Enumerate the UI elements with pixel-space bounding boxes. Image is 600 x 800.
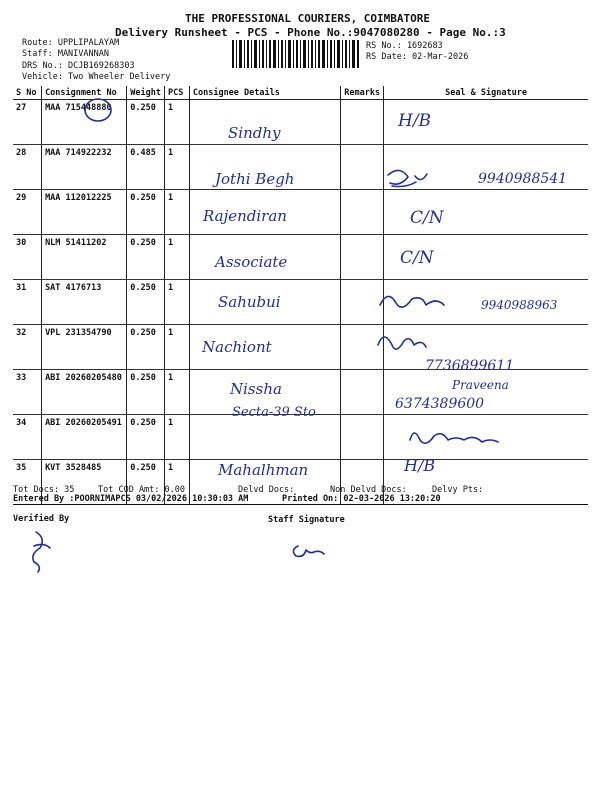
col-header-sno: S No [13,86,42,100]
cell-sno: 35 [13,460,42,505]
cell-pcs: 1 [164,415,189,460]
cell-consignment: MAA 714922232 [42,145,127,190]
signature-scribble [378,337,426,349]
handwritten-seal: 9940988541 [478,171,568,187]
cell-sno: 34 [13,415,42,460]
drs-number: DRS No.: DCJB169268303 [22,61,135,71]
cell-consignment: KVT 3528485 [42,460,127,505]
handwritten-consignee: Sahubui [218,293,281,311]
rs-number: RS No.: 1692683 [366,41,443,51]
col-header-remarks: Remarks [341,86,384,100]
handwritten-seal: H/B [398,111,432,131]
cell-consignment: MAA 112012225 [42,190,127,235]
cell-pcs: 1 [164,325,189,370]
cell-pcs: 1 [164,190,189,235]
cell-consignment: ABI 20260205491 [42,415,127,460]
cell-sno: 33 [13,370,42,415]
entered-by: Entered By :POORNIMAPCS 03/02/2026 10:30:03 AM [13,494,249,504]
handwritten-seal: 7736899611 [425,358,515,374]
cell-pcs: 1 [164,370,189,415]
col-header-consignee: Consignee Details [189,86,340,100]
handwritten-seal: C/N [410,208,444,228]
circle-mark [85,99,111,121]
col-header-consignment: Consignment No [42,86,127,100]
verified-by-label: Verified By [13,514,70,524]
handwritten-consignee: Nachiont [202,338,272,356]
handwritten-seal: 6374389600 [395,396,485,412]
col-header-pcs: PCS [164,86,189,100]
runsheet-subtitle: Delivery Runsheet - PCS - Phone No.:9047080280 - Page No.:3 [115,26,506,39]
cell-sno: 27 [13,100,42,145]
cell-sno: 30 [13,235,42,280]
cell-weight: 0.250 [127,235,165,280]
cell-weight: 0.250 [127,190,165,235]
handwritten-seal: H/B [404,456,436,475]
handwritten-consignee: Jothi Begh [215,170,295,188]
cell-weight: 0.250 [127,460,165,505]
delivered-docs: Delvd Docs: [238,485,295,495]
handwritten-consignee: Sindhy [228,124,281,142]
handwritten-consignee: Mahalhman [218,461,309,479]
handwritten-consignee: Associate [215,253,288,271]
cell-consignment: MAA 715448880 [42,100,127,145]
cell-pcs: 1 [164,280,189,325]
col-header-weight: Weight [127,86,165,100]
staff-label: Staff: MANIVANNAN [22,49,109,59]
cell-sno: 29 [13,190,42,235]
cell-consignment: NLM 51411202 [42,235,127,280]
printed-on: Printed On: 02-03-2026 13:20:20 [282,494,441,504]
cell-consignment: SAT 4176713 [42,280,127,325]
cell-weight: 0.250 [127,100,165,145]
total-cod: Tot COD Amt: 0.00 [98,485,185,495]
cell-consignment: VPL 231354790 [42,325,127,370]
cell-pcs: 1 [164,145,189,190]
cell-consignment: ABI 20260205480 [42,370,127,415]
cell-weight: 0.250 [127,415,165,460]
handwritten-seal: 9940988963 [481,298,558,312]
delivery-points: Delvy Pts: [432,485,484,495]
staff-signature-label: Staff Signature [268,515,345,525]
cell-weight: 0.250 [127,370,165,415]
non-delivered-docs: Non Delvd Docs: [330,485,407,495]
signature-scribble [380,296,444,307]
verified-signature [33,532,50,572]
handwritten-consignee: Secta-39 Sto [232,405,316,420]
col-header-seal: Seal & Signature [384,86,588,100]
cell-sno: 31 [13,280,42,325]
cell-sno: 32 [13,325,42,370]
cell-sno: 28 [13,145,42,190]
staff-signature [293,546,324,556]
cell-pcs: 1 [164,235,189,280]
cell-weight: 0.250 [127,280,165,325]
rs-date: RS Date: 02-Mar-2026 [366,52,469,62]
cell-pcs: 1 [164,460,189,505]
cell-weight: 0.485 [127,145,165,190]
route-label: Route: UPPLIPALAYAM [22,38,120,48]
handwritten-consignee: Rajendiran [203,207,287,225]
company-title: THE PROFESSIONAL COURIERS, COIMBATORE [185,12,431,25]
handwritten-seal: C/N [400,248,434,268]
cell-weight: 0.250 [127,325,165,370]
cell-pcs: 1 [164,100,189,145]
handwritten-consignee: Nissha [230,380,282,398]
handwritten-seal: Praveena [452,378,509,392]
total-docs: Tot Docs: 35 [13,485,75,495]
signature-scribble [410,433,498,443]
vehicle-label: Vehicle: Two Wheeler Delivery [22,72,171,82]
signature-scribble [388,170,427,186]
